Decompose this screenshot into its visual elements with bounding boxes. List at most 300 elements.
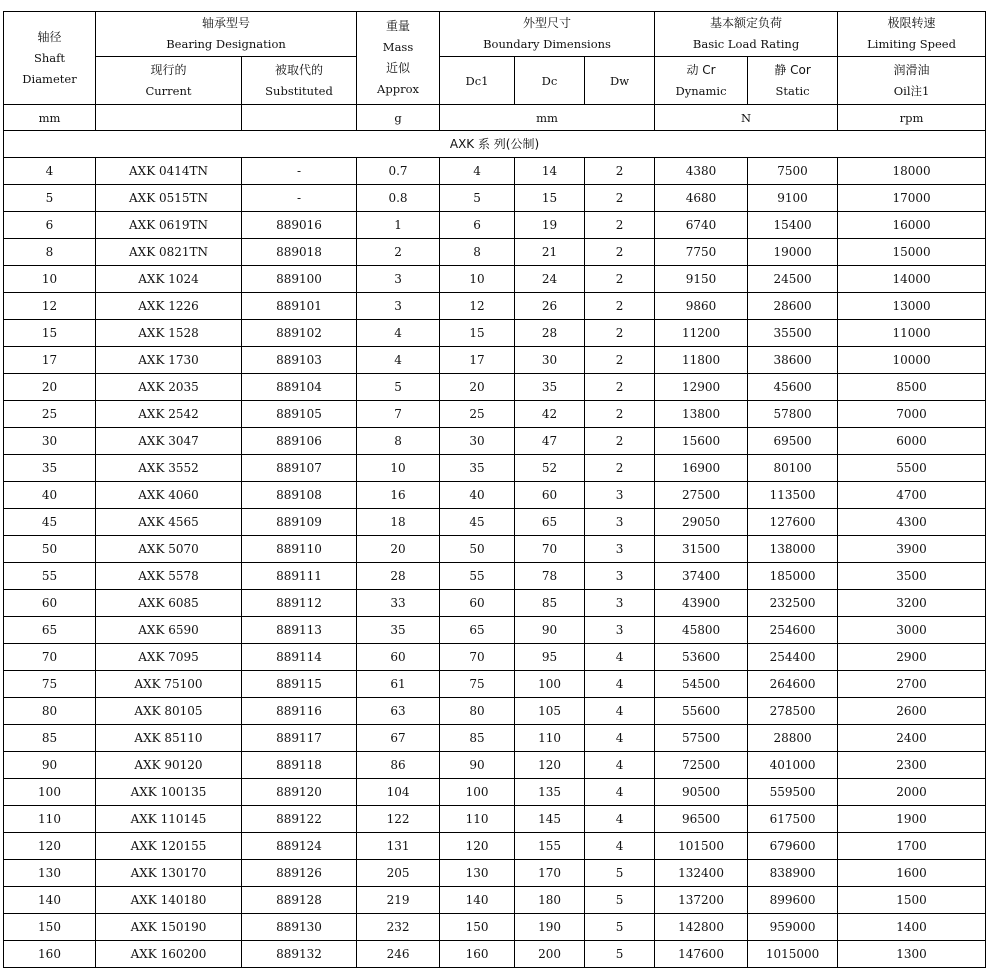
cell-shaft: 4	[4, 158, 96, 185]
mass-unit: g	[357, 105, 440, 131]
cell-mass: 20	[357, 536, 440, 563]
cell-dc1: 35	[440, 455, 515, 482]
cell-shaft: 90	[4, 752, 96, 779]
oil-header-cn: 润滑油	[893, 62, 930, 77]
cell-substituted: 889128	[242, 887, 357, 914]
cell-shaft: 35	[4, 455, 96, 482]
boundary-header-cn: 外型尺寸	[523, 16, 572, 30]
cell-cr: 27500	[655, 482, 748, 509]
cell-mass: 3	[357, 266, 440, 293]
cell-speed: 2600	[838, 698, 986, 725]
cell-mass: 5	[357, 374, 440, 401]
cell-current: AXK 120155	[96, 833, 242, 860]
current-header	[96, 57, 242, 105]
cell-dw: 5	[585, 914, 655, 941]
cell-current: AXK 110145	[96, 806, 242, 833]
cell-speed: 3000	[838, 617, 986, 644]
table-row	[4, 806, 986, 833]
table-row	[4, 563, 986, 590]
cell-current: AXK 5070	[96, 536, 242, 563]
table-row	[4, 590, 986, 617]
substituted-unit-blank	[242, 105, 357, 131]
cell-substituted: 889124	[242, 833, 357, 860]
cell-speed: 4700	[838, 482, 986, 509]
cell-cr: 7750	[655, 239, 748, 266]
cell-cr: 13800	[655, 401, 748, 428]
cell-dw: 2	[585, 374, 655, 401]
cell-dc1: 90	[440, 752, 515, 779]
table-row	[4, 266, 986, 293]
cell-substituted: 889016	[242, 212, 357, 239]
cell-speed: 14000	[838, 266, 986, 293]
table-row	[4, 941, 986, 968]
cell-dw: 2	[585, 185, 655, 212]
table-row	[4, 374, 986, 401]
table-row	[4, 860, 986, 887]
cell-current: AXK 4060	[96, 482, 242, 509]
cell-substituted: 889107	[242, 455, 357, 482]
cell-mass: 35	[357, 617, 440, 644]
cell-dc1: 45	[440, 509, 515, 536]
cell-cor: 1015000	[748, 941, 838, 968]
table-row	[4, 509, 986, 536]
cell-speed: 3500	[838, 563, 986, 590]
dc-header: Dc	[515, 57, 585, 105]
cell-cor: 69500	[748, 428, 838, 455]
cell-dc1: 40	[440, 482, 515, 509]
cell-speed: 1900	[838, 806, 986, 833]
cell-mass: 61	[357, 671, 440, 698]
cell-mass: 7	[357, 401, 440, 428]
cell-dw: 4	[585, 671, 655, 698]
cell-mass: 16	[357, 482, 440, 509]
load-header-cn: 基本额定负荷	[710, 16, 783, 30]
cell-current: AXK 80105	[96, 698, 242, 725]
cell-dc1: 160	[440, 941, 515, 968]
cell-shaft: 15	[4, 320, 96, 347]
cell-substituted: 889100	[242, 266, 357, 293]
table-row	[4, 644, 986, 671]
cell-cor: 24500	[748, 266, 838, 293]
cell-speed: 17000	[838, 185, 986, 212]
cell-speed: 5500	[838, 455, 986, 482]
table-row	[4, 617, 986, 644]
substituted-header	[242, 57, 357, 105]
table-row	[4, 293, 986, 320]
cell-current: AXK 1528	[96, 320, 242, 347]
table-row	[4, 158, 986, 185]
table-row	[4, 833, 986, 860]
cell-dc: 60	[515, 482, 585, 509]
cell-cor: 19000	[748, 239, 838, 266]
cell-dc: 95	[515, 644, 585, 671]
cell-dc: 170	[515, 860, 585, 887]
cell-mass: 33	[357, 590, 440, 617]
cell-mass: 0.7	[357, 158, 440, 185]
cell-shaft: 85	[4, 725, 96, 752]
cell-substituted: 889108	[242, 482, 357, 509]
cell-speed: 2300	[838, 752, 986, 779]
cell-cor: 264600	[748, 671, 838, 698]
cell-shaft: 25	[4, 401, 96, 428]
dynamic-header-en: Dynamic	[675, 83, 727, 98]
cell-cr: 9860	[655, 293, 748, 320]
cell-cr: 53600	[655, 644, 748, 671]
cell-substituted: 889132	[242, 941, 357, 968]
cell-cor: 45600	[748, 374, 838, 401]
cell-cr: 31500	[655, 536, 748, 563]
cell-speed: 6000	[838, 428, 986, 455]
table-row	[4, 347, 986, 374]
cell-dw: 3	[585, 563, 655, 590]
cell-shaft: 60	[4, 590, 96, 617]
table-row	[4, 428, 986, 455]
cell-speed: 15000	[838, 239, 986, 266]
cell-speed: 11000	[838, 320, 986, 347]
cell-current: AXK 100135	[96, 779, 242, 806]
table-body	[4, 158, 986, 968]
cell-speed: 3200	[838, 590, 986, 617]
table-row	[4, 752, 986, 779]
cell-dw: 3	[585, 590, 655, 617]
designation-unit-blank	[96, 105, 242, 131]
cell-cor: 232500	[748, 590, 838, 617]
cell-mass: 232	[357, 914, 440, 941]
cell-cor: 959000	[748, 914, 838, 941]
cell-cor: 57800	[748, 401, 838, 428]
cell-dc1: 55	[440, 563, 515, 590]
cell-shaft: 130	[4, 860, 96, 887]
cell-speed: 2400	[838, 725, 986, 752]
cell-dc: 155	[515, 833, 585, 860]
cell-cr: 16900	[655, 455, 748, 482]
cell-cr: 4380	[655, 158, 748, 185]
cell-dc1: 150	[440, 914, 515, 941]
cell-dc1: 50	[440, 536, 515, 563]
current-header-cn: 现行的	[150, 62, 187, 77]
cell-cr: 45800	[655, 617, 748, 644]
cell-shaft: 110	[4, 806, 96, 833]
cell-mass: 122	[357, 806, 440, 833]
oil-header	[838, 57, 986, 105]
dc1-header: Dc1	[440, 57, 515, 105]
cell-cr: 132400	[655, 860, 748, 887]
cell-dc1: 8	[440, 239, 515, 266]
static-header-en: Static	[775, 83, 810, 98]
cell-cor: 9100	[748, 185, 838, 212]
cell-mass: 0.8	[357, 185, 440, 212]
dynamic-header	[655, 57, 748, 105]
cell-shaft: 120	[4, 833, 96, 860]
cell-substituted: 889113	[242, 617, 357, 644]
cell-dc: 135	[515, 779, 585, 806]
table-row	[4, 671, 986, 698]
cell-cr: 57500	[655, 725, 748, 752]
cell-substituted: 889117	[242, 725, 357, 752]
cell-dw: 2	[585, 455, 655, 482]
cell-shaft: 160	[4, 941, 96, 968]
cell-speed: 7000	[838, 401, 986, 428]
cell-dw: 2	[585, 266, 655, 293]
cell-shaft: 65	[4, 617, 96, 644]
load-rating-header	[655, 12, 838, 57]
cell-substituted: 889101	[242, 293, 357, 320]
cell-current: AXK 6590	[96, 617, 242, 644]
cell-dc: 145	[515, 806, 585, 833]
cell-shaft: 20	[4, 374, 96, 401]
cell-cr: 96500	[655, 806, 748, 833]
series-label: AXK 系 列(公制)	[4, 131, 986, 158]
cell-dc1: 4	[440, 158, 515, 185]
cell-cr: 147600	[655, 941, 748, 968]
cell-cr: 55600	[655, 698, 748, 725]
cell-cor: 15400	[748, 212, 838, 239]
cell-dc: 47	[515, 428, 585, 455]
cell-dc1: 65	[440, 617, 515, 644]
table-row	[4, 698, 986, 725]
cell-mass: 8	[357, 428, 440, 455]
cell-dc: 65	[515, 509, 585, 536]
cell-current: AXK 150190	[96, 914, 242, 941]
cell-substituted: 889112	[242, 590, 357, 617]
table-row	[4, 455, 986, 482]
cell-speed: 16000	[838, 212, 986, 239]
table-row	[4, 725, 986, 752]
cell-speed: 4300	[838, 509, 986, 536]
cell-cr: 137200	[655, 887, 748, 914]
cell-mass: 104	[357, 779, 440, 806]
cell-cr: 4680	[655, 185, 748, 212]
cell-dc1: 60	[440, 590, 515, 617]
cell-dc1: 130	[440, 860, 515, 887]
mass-header-cn1: 重量	[386, 19, 411, 33]
cell-mass: 131	[357, 833, 440, 860]
cell-dc1: 140	[440, 887, 515, 914]
cell-cor: 185000	[748, 563, 838, 590]
cell-dw: 2	[585, 158, 655, 185]
cell-dc1: 100	[440, 779, 515, 806]
cell-dc: 90	[515, 617, 585, 644]
cell-cor: 254400	[748, 644, 838, 671]
cell-cr: 142800	[655, 914, 748, 941]
cell-shaft: 45	[4, 509, 96, 536]
cell-current: AXK 0515TN	[96, 185, 242, 212]
table-row	[4, 185, 986, 212]
cell-current: AXK 0821TN	[96, 239, 242, 266]
cell-dw: 4	[585, 725, 655, 752]
cell-cor: 401000	[748, 752, 838, 779]
cell-dc: 26	[515, 293, 585, 320]
cell-current: AXK 2035	[96, 374, 242, 401]
cell-shaft: 140	[4, 887, 96, 914]
cell-substituted: 889109	[242, 509, 357, 536]
limiting-speed-header	[838, 12, 986, 57]
table-row	[4, 239, 986, 266]
cell-shaft: 100	[4, 779, 96, 806]
cell-cr: 72500	[655, 752, 748, 779]
cell-dw: 3	[585, 482, 655, 509]
cell-dc1: 30	[440, 428, 515, 455]
cell-substituted: 889018	[242, 239, 357, 266]
cell-dc: 120	[515, 752, 585, 779]
cell-dc: 190	[515, 914, 585, 941]
cell-cor: 80100	[748, 455, 838, 482]
cell-current: AXK 6085	[96, 590, 242, 617]
substituted-header-cn: 被取代的	[275, 62, 324, 77]
cell-current: AXK 1226	[96, 293, 242, 320]
cell-substituted: 889106	[242, 428, 357, 455]
cell-mass: 2	[357, 239, 440, 266]
cell-cor: 7500	[748, 158, 838, 185]
mass-header-en2: Approx	[377, 82, 419, 96]
cell-current: AXK 7095	[96, 644, 242, 671]
table-row	[4, 320, 986, 347]
cell-speed: 2700	[838, 671, 986, 698]
bearing-designation-header	[96, 12, 357, 57]
cell-substituted: 889105	[242, 401, 357, 428]
cell-cor: 838900	[748, 860, 838, 887]
cell-dc: 85	[515, 590, 585, 617]
cell-dw: 4	[585, 752, 655, 779]
cell-dw: 2	[585, 239, 655, 266]
cell-shaft: 70	[4, 644, 96, 671]
table-row	[4, 212, 986, 239]
cell-speed: 10000	[838, 347, 986, 374]
cell-dw: 5	[585, 887, 655, 914]
cell-cor: 559500	[748, 779, 838, 806]
cell-current: AXK 1730	[96, 347, 242, 374]
cell-speed: 13000	[838, 293, 986, 320]
cell-cr: 9150	[655, 266, 748, 293]
static-header-cn: 静 Cor	[774, 62, 811, 77]
cell-shaft: 10	[4, 266, 96, 293]
cell-shaft: 40	[4, 482, 96, 509]
boundary-dimensions-header	[440, 12, 655, 57]
cell-dc: 180	[515, 887, 585, 914]
cell-mass: 246	[357, 941, 440, 968]
cell-dc1: 80	[440, 698, 515, 725]
cell-cor: 28800	[748, 725, 838, 752]
cell-dc1: 5	[440, 185, 515, 212]
cell-substituted: 889115	[242, 671, 357, 698]
shaft-header-en2: Diameter	[22, 71, 77, 86]
shaft-header-cn: 轴径	[37, 29, 62, 44]
designation-header-en: Bearing Designation	[166, 37, 286, 51]
load-unit: N	[655, 105, 838, 131]
cell-dc: 21	[515, 239, 585, 266]
table-row	[4, 482, 986, 509]
bearing-spec-table	[3, 11, 986, 968]
cell-dw: 4	[585, 833, 655, 860]
cell-substituted: 889110	[242, 536, 357, 563]
cell-dw: 2	[585, 428, 655, 455]
table-row	[4, 779, 986, 806]
cell-dw: 4	[585, 644, 655, 671]
cell-speed: 1500	[838, 887, 986, 914]
cell-cor: 35500	[748, 320, 838, 347]
cell-current: AXK 140180	[96, 887, 242, 914]
cell-shaft: 80	[4, 698, 96, 725]
cell-dc1: 25	[440, 401, 515, 428]
cell-dc1: 70	[440, 644, 515, 671]
cell-dc: 78	[515, 563, 585, 590]
shaft-unit: mm	[4, 105, 96, 131]
cell-mass: 205	[357, 860, 440, 887]
cell-current: AXK 85110	[96, 725, 242, 752]
cell-shaft: 150	[4, 914, 96, 941]
cell-speed: 2900	[838, 644, 986, 671]
cell-dc: 42	[515, 401, 585, 428]
cell-dc1: 20	[440, 374, 515, 401]
cell-current: AXK 4565	[96, 509, 242, 536]
cell-current: AXK 5578	[96, 563, 242, 590]
cell-dc: 15	[515, 185, 585, 212]
cell-cor: 278500	[748, 698, 838, 725]
cell-substituted: 889103	[242, 347, 357, 374]
cell-dc: 30	[515, 347, 585, 374]
cell-dc: 14	[515, 158, 585, 185]
mass-header	[357, 12, 440, 105]
cell-cr: 90500	[655, 779, 748, 806]
cell-substituted: 889122	[242, 806, 357, 833]
dynamic-header-cn: 动 Cr	[686, 62, 716, 77]
cell-cor: 38600	[748, 347, 838, 374]
cell-cr: 43900	[655, 590, 748, 617]
cell-shaft: 50	[4, 536, 96, 563]
cell-dw: 2	[585, 212, 655, 239]
cell-shaft: 5	[4, 185, 96, 212]
cell-shaft: 6	[4, 212, 96, 239]
cell-dc1: 17	[440, 347, 515, 374]
cell-dc1: 12	[440, 293, 515, 320]
cell-cor: 28600	[748, 293, 838, 320]
cell-dc: 35	[515, 374, 585, 401]
cell-dw: 4	[585, 779, 655, 806]
cell-dw: 3	[585, 536, 655, 563]
speed-unit: rpm	[838, 105, 986, 131]
cell-dw: 5	[585, 941, 655, 968]
cell-dc1: 10	[440, 266, 515, 293]
cell-mass: 28	[357, 563, 440, 590]
cell-cr: 54500	[655, 671, 748, 698]
cell-cor: 679600	[748, 833, 838, 860]
cell-speed: 1600	[838, 860, 986, 887]
cell-shaft: 17	[4, 347, 96, 374]
cell-substituted: 889120	[242, 779, 357, 806]
mass-header-cn2: 近似	[386, 61, 411, 75]
cell-current: AXK 130170	[96, 860, 242, 887]
cell-dw: 2	[585, 401, 655, 428]
cell-mass: 86	[357, 752, 440, 779]
cell-shaft: 30	[4, 428, 96, 455]
table-row	[4, 536, 986, 563]
dw-header: Dw	[585, 57, 655, 105]
cell-shaft: 12	[4, 293, 96, 320]
cell-speed: 3900	[838, 536, 986, 563]
cell-cor: 138000	[748, 536, 838, 563]
cell-dc1: 120	[440, 833, 515, 860]
cell-mass: 67	[357, 725, 440, 752]
cell-dw: 2	[585, 320, 655, 347]
cell-dw: 2	[585, 293, 655, 320]
cell-speed: 1700	[838, 833, 986, 860]
cell-dc: 70	[515, 536, 585, 563]
cell-dw: 3	[585, 617, 655, 644]
cell-shaft: 75	[4, 671, 96, 698]
cell-speed: 1400	[838, 914, 986, 941]
cell-substituted: 889111	[242, 563, 357, 590]
cell-mass: 18	[357, 509, 440, 536]
